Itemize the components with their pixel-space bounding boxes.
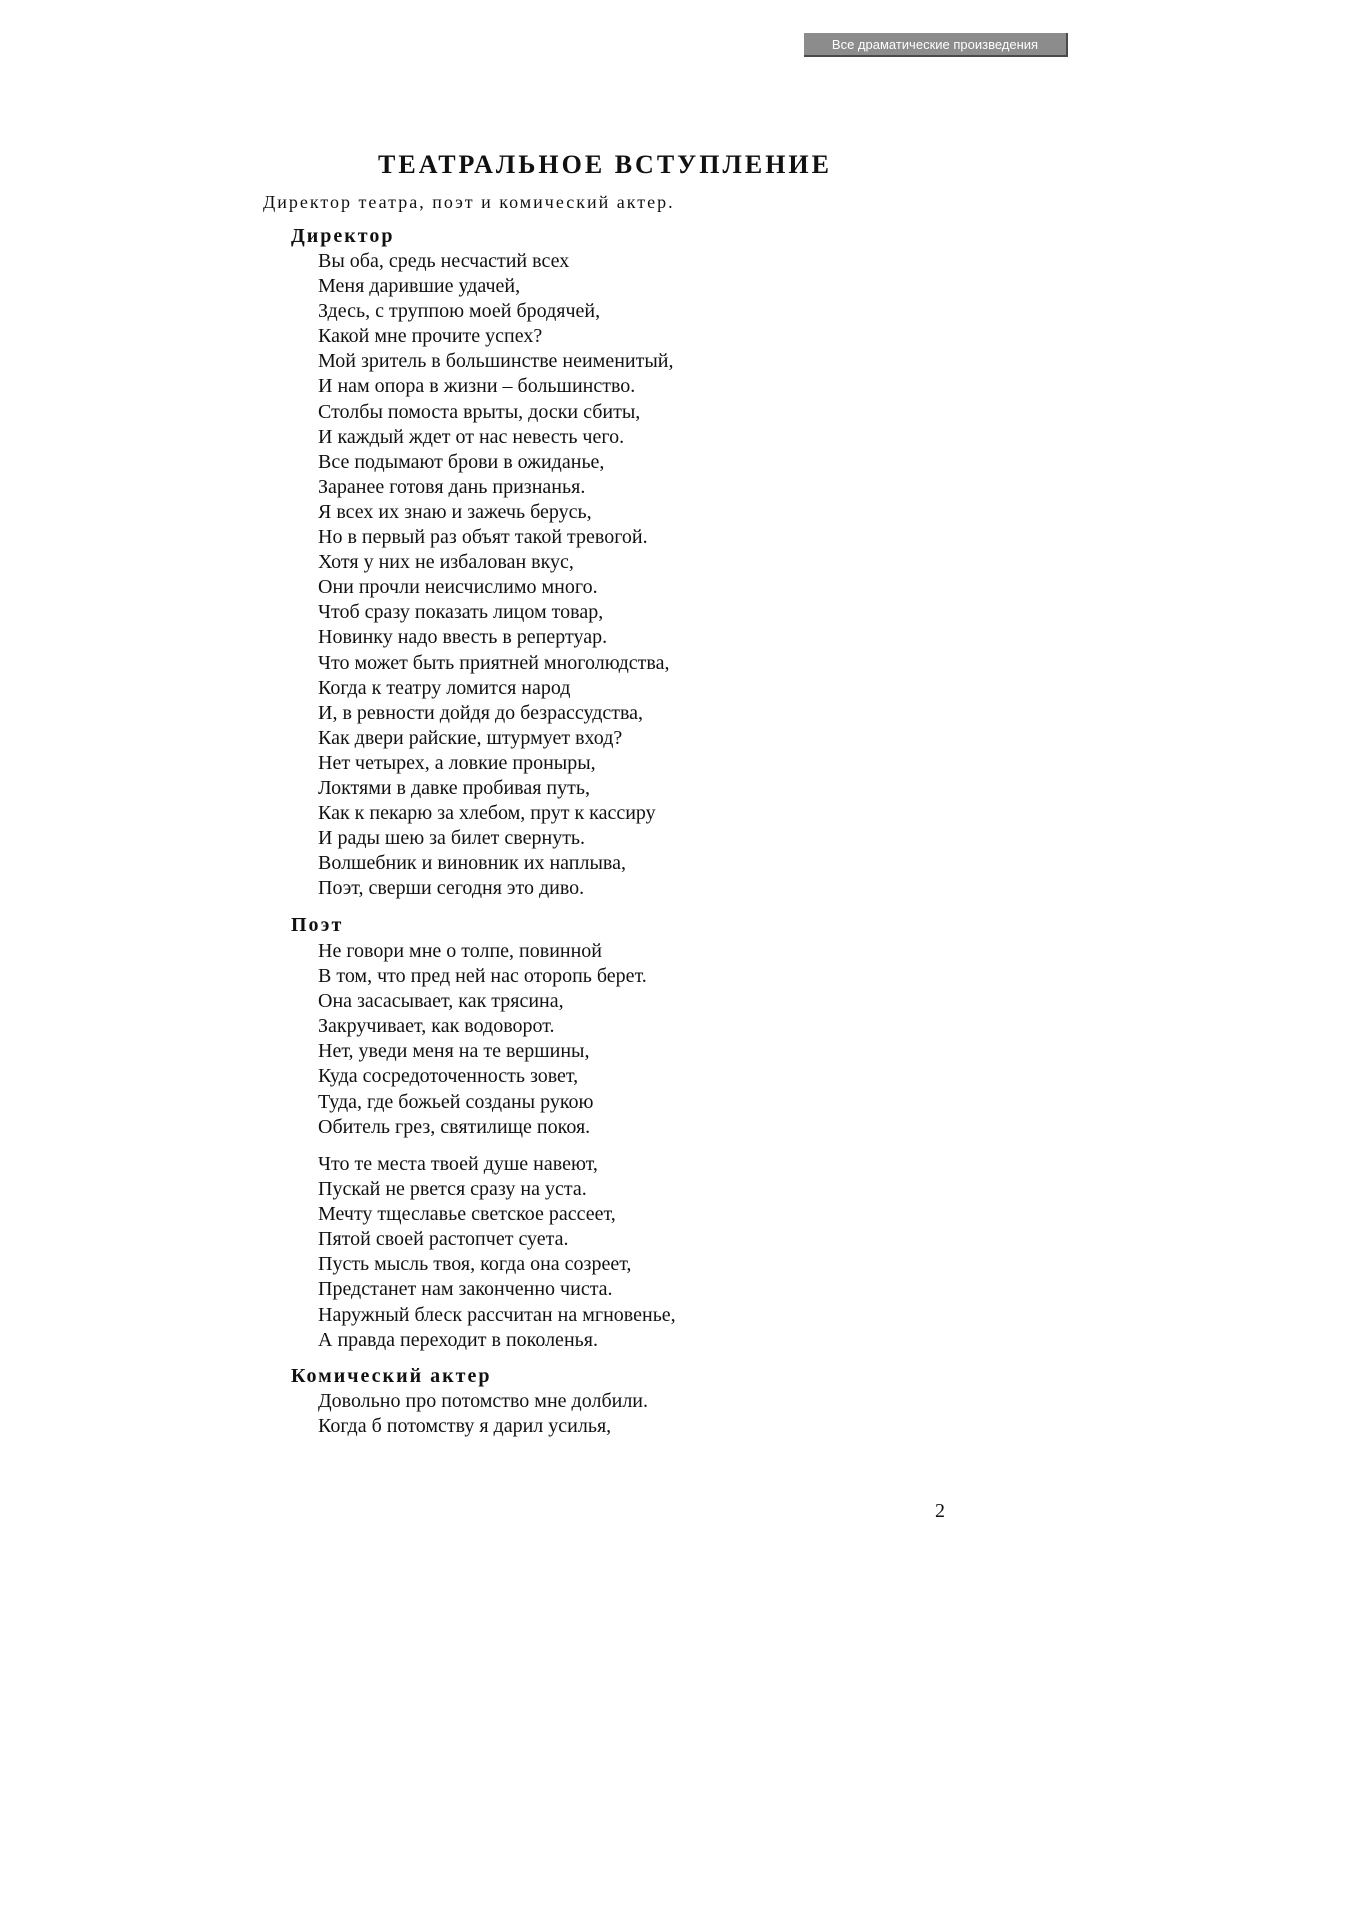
verse-line: Они прочли неисчислимо много.: [318, 576, 598, 599]
verse-line: Что может быть приятней многолюдства,: [318, 651, 670, 674]
verse-line: Что те места твоей душе навеют,: [318, 1153, 598, 1175]
speaker-poet: Поэт: [291, 914, 344, 936]
page-number: 2: [935, 1500, 945, 1522]
verse-line: Волшебник и виновник их наплыва,: [318, 852, 626, 875]
page-title: ТЕАТРАЛЬНОЕ ВСТУПЛЕНИЕ: [378, 150, 832, 179]
verse-line: Меня дарившие удачей,: [318, 275, 521, 298]
verse-line: Пятой своей растопчет суета.: [318, 1228, 569, 1251]
verse-line: Обитель грез, святилище покоя.: [318, 1115, 591, 1138]
verse-line: Здесь, с труппою моей бродячей,: [318, 300, 601, 323]
verse-line: Куда сосредоточенность зовет,: [318, 1065, 579, 1088]
verse-line: Предстанет нам законченно чиста.: [318, 1278, 613, 1301]
verse-line: Я всех их знаю и зажечь берусь,: [318, 500, 592, 523]
verse-line: Столбы помоста врыты, доски сбиты,: [318, 400, 641, 423]
verse-poet-stanza-2: [318, 1152, 676, 1353]
verse-line: Наружный блеск рассчитан на мгновенье,: [318, 1303, 676, 1326]
verse-line: И каждый ждет от нас невесть чего.: [318, 425, 625, 448]
verse-line: Не говори мне о толпе, повинной: [318, 940, 603, 962]
dramatis-personae: Директор театра, поэт и комический актер.: [263, 192, 675, 212]
verse-line: И рады шею за билет свернуть.: [318, 827, 586, 850]
verse-line: Пускай не рвется сразу на уста.: [318, 1178, 587, 1201]
verse-line: Мечту тщеславье светское рассеет,: [318, 1203, 616, 1226]
verse-line: В том, что пред ней нас оторопь берет.: [318, 965, 647, 988]
verse-line: Она засасывает, как трясина,: [318, 990, 564, 1013]
verse-line: Вы оба, средь несчастий всех: [318, 250, 570, 272]
verse-line: Нет, уведи меня на те вершины,: [318, 1040, 590, 1063]
verse-line: Довольно про потомство мне долбили.: [318, 1390, 648, 1412]
verse-line: Туда, где божьей созданы рукою: [318, 1090, 594, 1113]
verse-line: Хотя у них не избалован вкус,: [318, 551, 574, 574]
verse-line: Нет четырех, а ловкие проныры,: [318, 751, 596, 774]
verse-line: Когда к театру ломится народ: [318, 676, 571, 699]
verse-line: Пусть мысль твоя, когда она созреет,: [318, 1253, 632, 1276]
verse-line: Новинку надо ввесть в репертуар.: [318, 626, 608, 649]
verse-line: Как двери райские, штурмует вход?: [318, 726, 623, 749]
verse-comic-actor: [318, 1389, 648, 1439]
verse-director: [318, 249, 674, 901]
verse-line: Поэт, сверши сегодня это диво.: [318, 877, 585, 900]
speaker-comic-actor: Комический актер: [291, 1365, 492, 1387]
verse-line: И, в ревности дойдя до безрассудства,: [318, 701, 644, 724]
verse-line: Чтоб сразу показать лицом товар,: [318, 601, 604, 624]
verse-line: Локтями в давке пробивая путь,: [318, 776, 590, 799]
verse-line: Когда б потомству я дарил усилья,: [318, 1415, 612, 1438]
verse-line: А правда переходит в поколенья.: [318, 1328, 598, 1351]
verse-line: Как к пекарю за хлебом, прут к кассиру: [318, 802, 656, 825]
all-dramatic-works-button[interactable]: Все драматические произведения: [804, 33, 1068, 57]
verse-line: Все подымают брови в ожиданье,: [318, 450, 605, 473]
verse-line: Заранее готовя дань признанья.: [318, 475, 586, 498]
verse-line: Но в первый раз объят такой тревогой.: [318, 526, 648, 549]
speaker-director: Директор: [291, 225, 395, 247]
verse-line: Какой мне прочите успех?: [318, 325, 543, 348]
verse-line: И нам опора в жизни – большинство.: [318, 375, 636, 398]
verse-line: Закручивает, как водоворот.: [318, 1015, 555, 1038]
verse-poet-stanza-1: [318, 939, 647, 1140]
verse-line: Мой зритель в большинстве неименитый,: [318, 350, 674, 373]
